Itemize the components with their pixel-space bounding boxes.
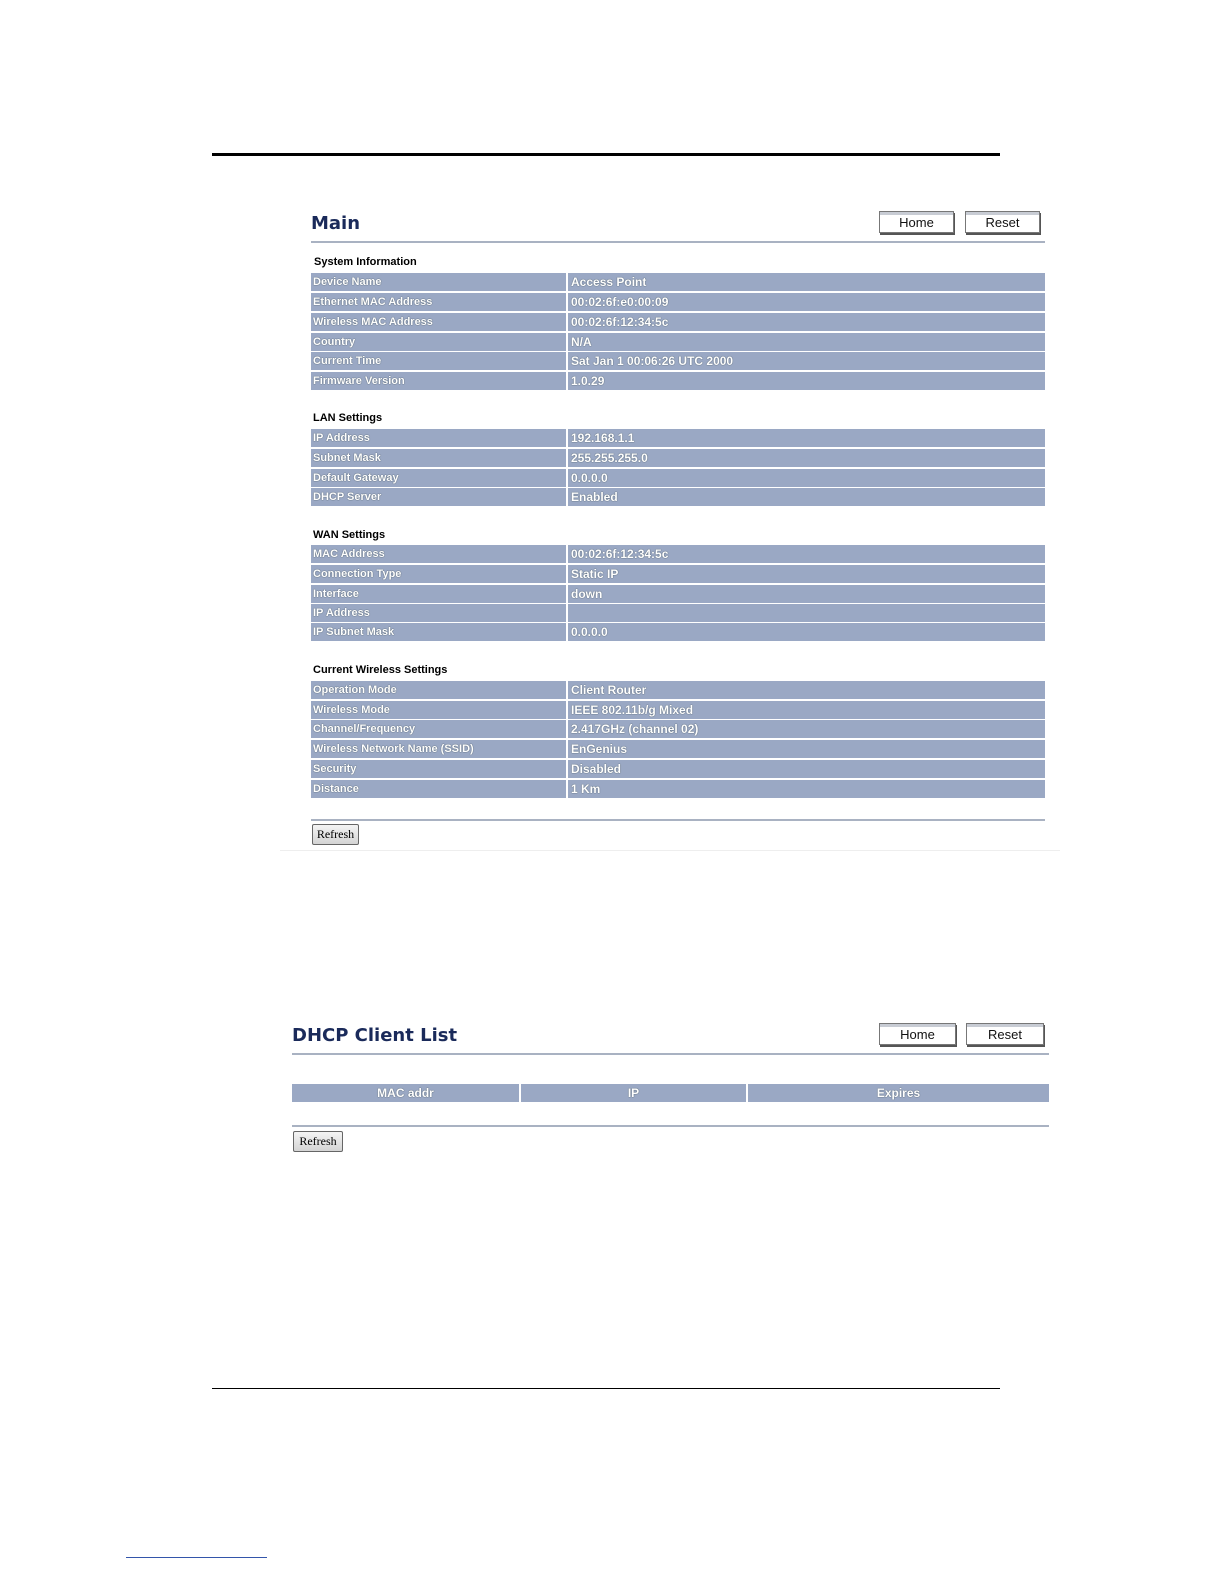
table-row bbox=[311, 760, 1045, 778]
section-heading-system: System Information bbox=[314, 256, 417, 268]
section-heading-wireless: Current Wireless Settings bbox=[313, 664, 448, 676]
row-value: N/A bbox=[568, 333, 1045, 351]
row-label: Subnet Mask bbox=[311, 449, 566, 467]
table-row bbox=[311, 780, 1045, 798]
section-heading-lan: LAN Settings bbox=[313, 412, 383, 424]
column-header-mac: MAC addr bbox=[292, 1084, 519, 1102]
row-label: IP Address bbox=[311, 429, 566, 447]
row-label: Wireless Mode bbox=[311, 701, 566, 719]
main-refresh-button[interactable]: Refresh bbox=[312, 824, 359, 845]
main-header-divider bbox=[311, 241, 1045, 243]
dhcp-header-divider bbox=[292, 1053, 1049, 1055]
table-row bbox=[311, 449, 1045, 467]
row-label: IP Address bbox=[311, 604, 566, 622]
row-label: Connection Type bbox=[311, 565, 566, 583]
table-row bbox=[311, 333, 1045, 351]
row-value: Access Point bbox=[568, 273, 1045, 291]
row-label: Ethernet MAC Address bbox=[311, 293, 566, 311]
main-panel-edge bbox=[280, 850, 1060, 851]
row-label: IP Subnet Mask bbox=[311, 623, 566, 641]
main-reset-button[interactable]: Reset bbox=[965, 211, 1040, 233]
table-row bbox=[311, 623, 1045, 641]
footer-link-underline bbox=[126, 1557, 267, 1558]
row-value: 00:02:6f:12:34:5c bbox=[568, 545, 1045, 563]
page-bottom-rule bbox=[212, 1388, 1000, 1389]
row-value: Sat Jan 1 00:06:26 UTC 2000 bbox=[568, 352, 1045, 370]
table-row bbox=[311, 469, 1045, 487]
main-page-title: Main bbox=[311, 213, 361, 234]
row-value: EnGenius bbox=[568, 740, 1045, 758]
dhcp-reset-button[interactable]: Reset bbox=[966, 1023, 1044, 1045]
section-heading-wan: WAN Settings bbox=[313, 529, 386, 541]
row-value: 1 Km bbox=[568, 780, 1045, 798]
row-label: Wireless MAC Address bbox=[311, 313, 566, 331]
table-row bbox=[311, 545, 1045, 563]
table-row bbox=[311, 740, 1045, 758]
row-label: DHCP Server bbox=[311, 488, 566, 506]
table-row bbox=[311, 604, 1045, 622]
table-row bbox=[311, 701, 1045, 719]
row-value: 192.168.1.1 bbox=[568, 429, 1045, 447]
row-value bbox=[568, 604, 1045, 622]
table-row bbox=[311, 585, 1045, 603]
row-label: Device Name bbox=[311, 273, 566, 291]
row-value: Enabled bbox=[568, 488, 1045, 506]
row-value: down bbox=[568, 585, 1045, 603]
row-value: 0.0.0.0 bbox=[568, 469, 1045, 487]
main-home-button[interactable]: Home bbox=[879, 211, 954, 233]
table-row bbox=[311, 681, 1045, 699]
table-row bbox=[311, 720, 1045, 738]
dhcp-refresh-button[interactable]: Refresh bbox=[293, 1131, 343, 1152]
row-value: 2.417GHz (channel 02) bbox=[568, 720, 1045, 738]
row-label: Wireless Network Name (SSID) bbox=[311, 740, 566, 758]
column-header-ip: IP bbox=[521, 1084, 746, 1102]
row-value: Static IP bbox=[568, 565, 1045, 583]
row-label: Operation Mode bbox=[311, 681, 566, 699]
row-label: Firmware Version bbox=[311, 372, 566, 390]
dhcp-footer-divider bbox=[292, 1125, 1049, 1127]
main-footer-divider bbox=[311, 819, 1045, 821]
row-value: Disabled bbox=[568, 760, 1045, 778]
table-row bbox=[311, 372, 1045, 390]
table-row bbox=[311, 313, 1045, 331]
column-header-expires: Expires bbox=[748, 1084, 1049, 1102]
table-row bbox=[311, 352, 1045, 370]
row-value: 1.0.29 bbox=[568, 372, 1045, 390]
row-value: 0.0.0.0 bbox=[568, 623, 1045, 641]
row-label: Current Time bbox=[311, 352, 566, 370]
dhcp-page-title: DHCP Client List bbox=[292, 1025, 458, 1046]
row-value: 00:02:6f:e0:00:09 bbox=[568, 293, 1045, 311]
row-label: Default Gateway bbox=[311, 469, 566, 487]
row-label: Country bbox=[311, 333, 566, 351]
row-label: Interface bbox=[311, 585, 566, 603]
row-label: Security bbox=[311, 760, 566, 778]
table-row bbox=[311, 488, 1045, 506]
row-value: 255.255.255.0 bbox=[568, 449, 1045, 467]
row-label: Distance bbox=[311, 780, 566, 798]
page-top-rule bbox=[212, 153, 1000, 156]
row-value: IEEE 802.11b/g Mixed bbox=[568, 701, 1045, 719]
dhcp-home-button[interactable]: Home bbox=[879, 1023, 956, 1045]
row-label: MAC Address bbox=[311, 545, 566, 563]
table-row bbox=[311, 565, 1045, 583]
table-row bbox=[311, 273, 1045, 291]
table-row bbox=[311, 293, 1045, 311]
row-value: 00:02:6f:12:34:5c bbox=[568, 313, 1045, 331]
row-label: Channel/Frequency bbox=[311, 720, 566, 738]
table-row bbox=[311, 429, 1045, 447]
row-value: Client Router bbox=[568, 681, 1045, 699]
